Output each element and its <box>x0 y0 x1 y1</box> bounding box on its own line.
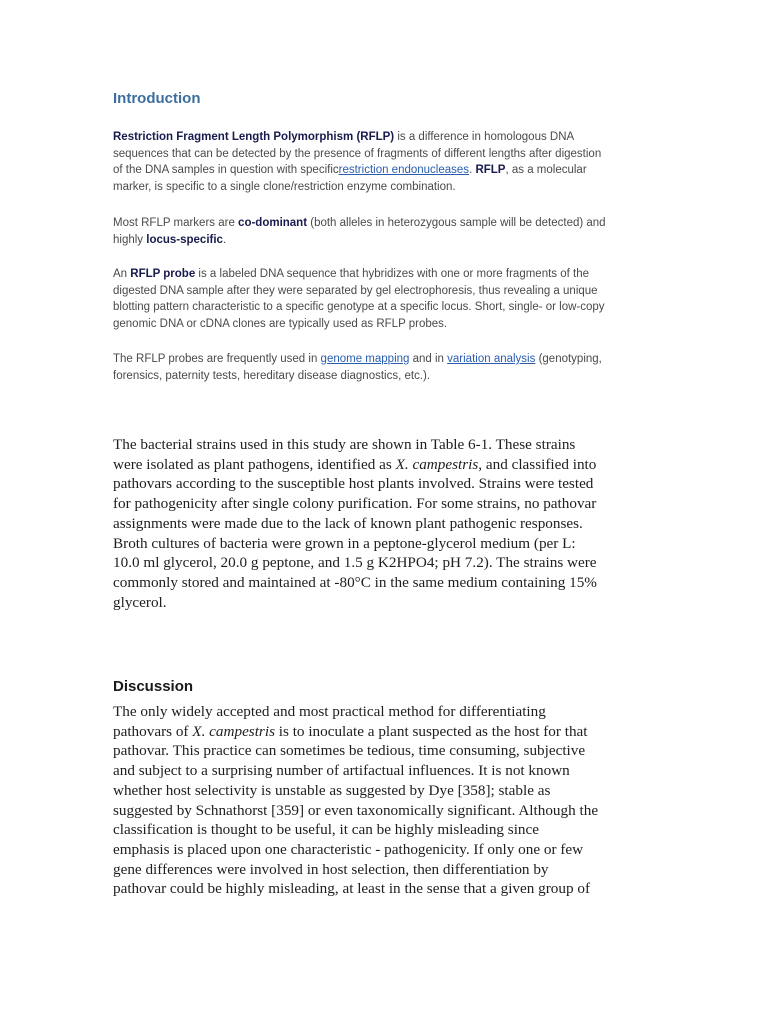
text-line: forensics, paternity tests, hereditary disease diagnostics, etc.). <box>113 369 431 382</box>
species-name: X. campestris <box>395 455 479 473</box>
rflp-uses-paragraph <box>113 351 658 384</box>
bacterial-strains-paragraph <box>113 435 673 612</box>
co-dominant-term: co-dominant <box>238 217 308 229</box>
text-line: pathovar. This practice can sometimes be tedious, time consuming, subjective <box>113 742 586 760</box>
text-span: were isolated as plant pathogens, identified as <box>113 455 396 473</box>
text-span: and in <box>409 353 448 365</box>
text-span: is a difference in homologous DNA <box>394 131 575 143</box>
text-line: emphasis is placed upon one characteristic - pathogenicity. If only one or few <box>113 840 584 858</box>
text-line: blotting pattern characteristic to a specific genotype at a specific locus. Short, single- or low-copy <box>113 301 605 313</box>
text-line: digested DNA sample after they were separated by gel electrophoresis, thus revealing a unique <box>113 284 598 297</box>
text-line <box>113 215 658 232</box>
text-line: pathovar could be highly misleading, at least in the sense that a given group of <box>113 880 591 898</box>
text-span: . <box>469 164 476 176</box>
text-span: is a labeled DNA sequence that hybridizes with one or more fragments of the <box>195 268 590 280</box>
text-line: for pathogenicity after single colony purification. For some strains, no pathovar <box>113 495 597 513</box>
text-line <box>113 722 673 742</box>
text-line: genomic DNA or cDNA clones are typically used as RFLP probes. <box>113 317 448 330</box>
text-span: , as a molecular <box>505 164 587 176</box>
text-line: glycerol. <box>113 593 167 611</box>
text-line <box>113 162 658 179</box>
discussion-paragraph <box>113 702 673 899</box>
text-span: An <box>113 268 131 280</box>
text-line: 10.0 ml glycerol, 20.0 g peptone, and 1.5 g K2HPO4; pH 7.2). The strains were <box>113 554 597 572</box>
text-span: Most RFLP markers are <box>113 217 239 229</box>
introduction-heading: Introduction <box>113 90 201 107</box>
text-line: sequences that can be detected by the presence of fragments of different lengths after digestion <box>113 147 602 160</box>
rflp-probe-term: RFLP probe <box>130 268 196 280</box>
rflp-definition-paragraph <box>113 129 658 195</box>
text-line <box>113 351 658 368</box>
text-span: (both alleles in heterozygous sample will be detected) and <box>307 217 606 229</box>
text-span: (genotyping, <box>535 353 602 365</box>
text-line: suggested by Schnathorst [359] or even taxonomically significant. Although the <box>113 801 599 819</box>
rflp-markers-paragraph <box>113 215 658 248</box>
text-line: and subject to a surprising number of artifactual influences. It is not known <box>113 762 570 780</box>
genome-mapping-link[interactable]: genome mapping <box>320 353 410 365</box>
text-line <box>113 455 673 475</box>
text-span: of the DNA samples in question with specific <box>113 164 339 176</box>
text-span: . <box>222 233 227 246</box>
text-span: , and classified into <box>478 455 597 473</box>
text-line: gene differences were involved in host selection, then differentiation by <box>113 860 549 878</box>
text-line <box>113 266 658 283</box>
text-span: The RFLP probes are frequently used in <box>113 353 321 365</box>
text-line: Broth cultures of bacteria were grown in a peptone-glycerol medium (per L: <box>113 534 576 552</box>
text-line: The only widely accepted and most practical method for differentiating <box>113 703 546 720</box>
text-line: marker, is specific to a single clone/restriction enzyme combination. <box>113 180 456 193</box>
rflp-term: RFLP <box>475 164 506 176</box>
text-line: assignments were made due to the lack of known plant pathogenic responses. <box>113 514 583 532</box>
text-span: pathovars of <box>113 722 193 740</box>
text-line: classification is thought to be useful, it can be highly misleading since <box>113 821 540 839</box>
variation-analysis-link[interactable]: variation analysis <box>447 353 536 365</box>
rflp-term: Restriction Fragment Length Polymorphism (RFLP) <box>113 131 395 143</box>
restriction-endonucleases-link[interactable]: restriction endonucleases <box>338 164 470 176</box>
text-line: commonly stored and maintained at -80°C in the same medium containing 15% <box>113 573 597 591</box>
text-line: whether host selectivity is unstable as suggested by Dye [358]; stable as <box>113 781 551 799</box>
locus-specific-term: locus-specific <box>146 233 223 246</box>
text-line <box>113 232 658 249</box>
text-span: is to inoculate a plant suspected as the host for that <box>274 722 588 740</box>
rflp-probe-paragraph <box>113 266 658 332</box>
species-name: X. campestris <box>192 722 275 740</box>
text-line <box>113 129 658 146</box>
text-line: The bacterial strains used in this study are shown in Table 6-1. These strains <box>113 436 576 453</box>
text-line: pathovars according to the susceptible host plants involved. Strains were tested <box>113 475 594 493</box>
discussion-heading: Discussion <box>113 678 194 695</box>
text-span: highly <box>113 233 147 246</box>
